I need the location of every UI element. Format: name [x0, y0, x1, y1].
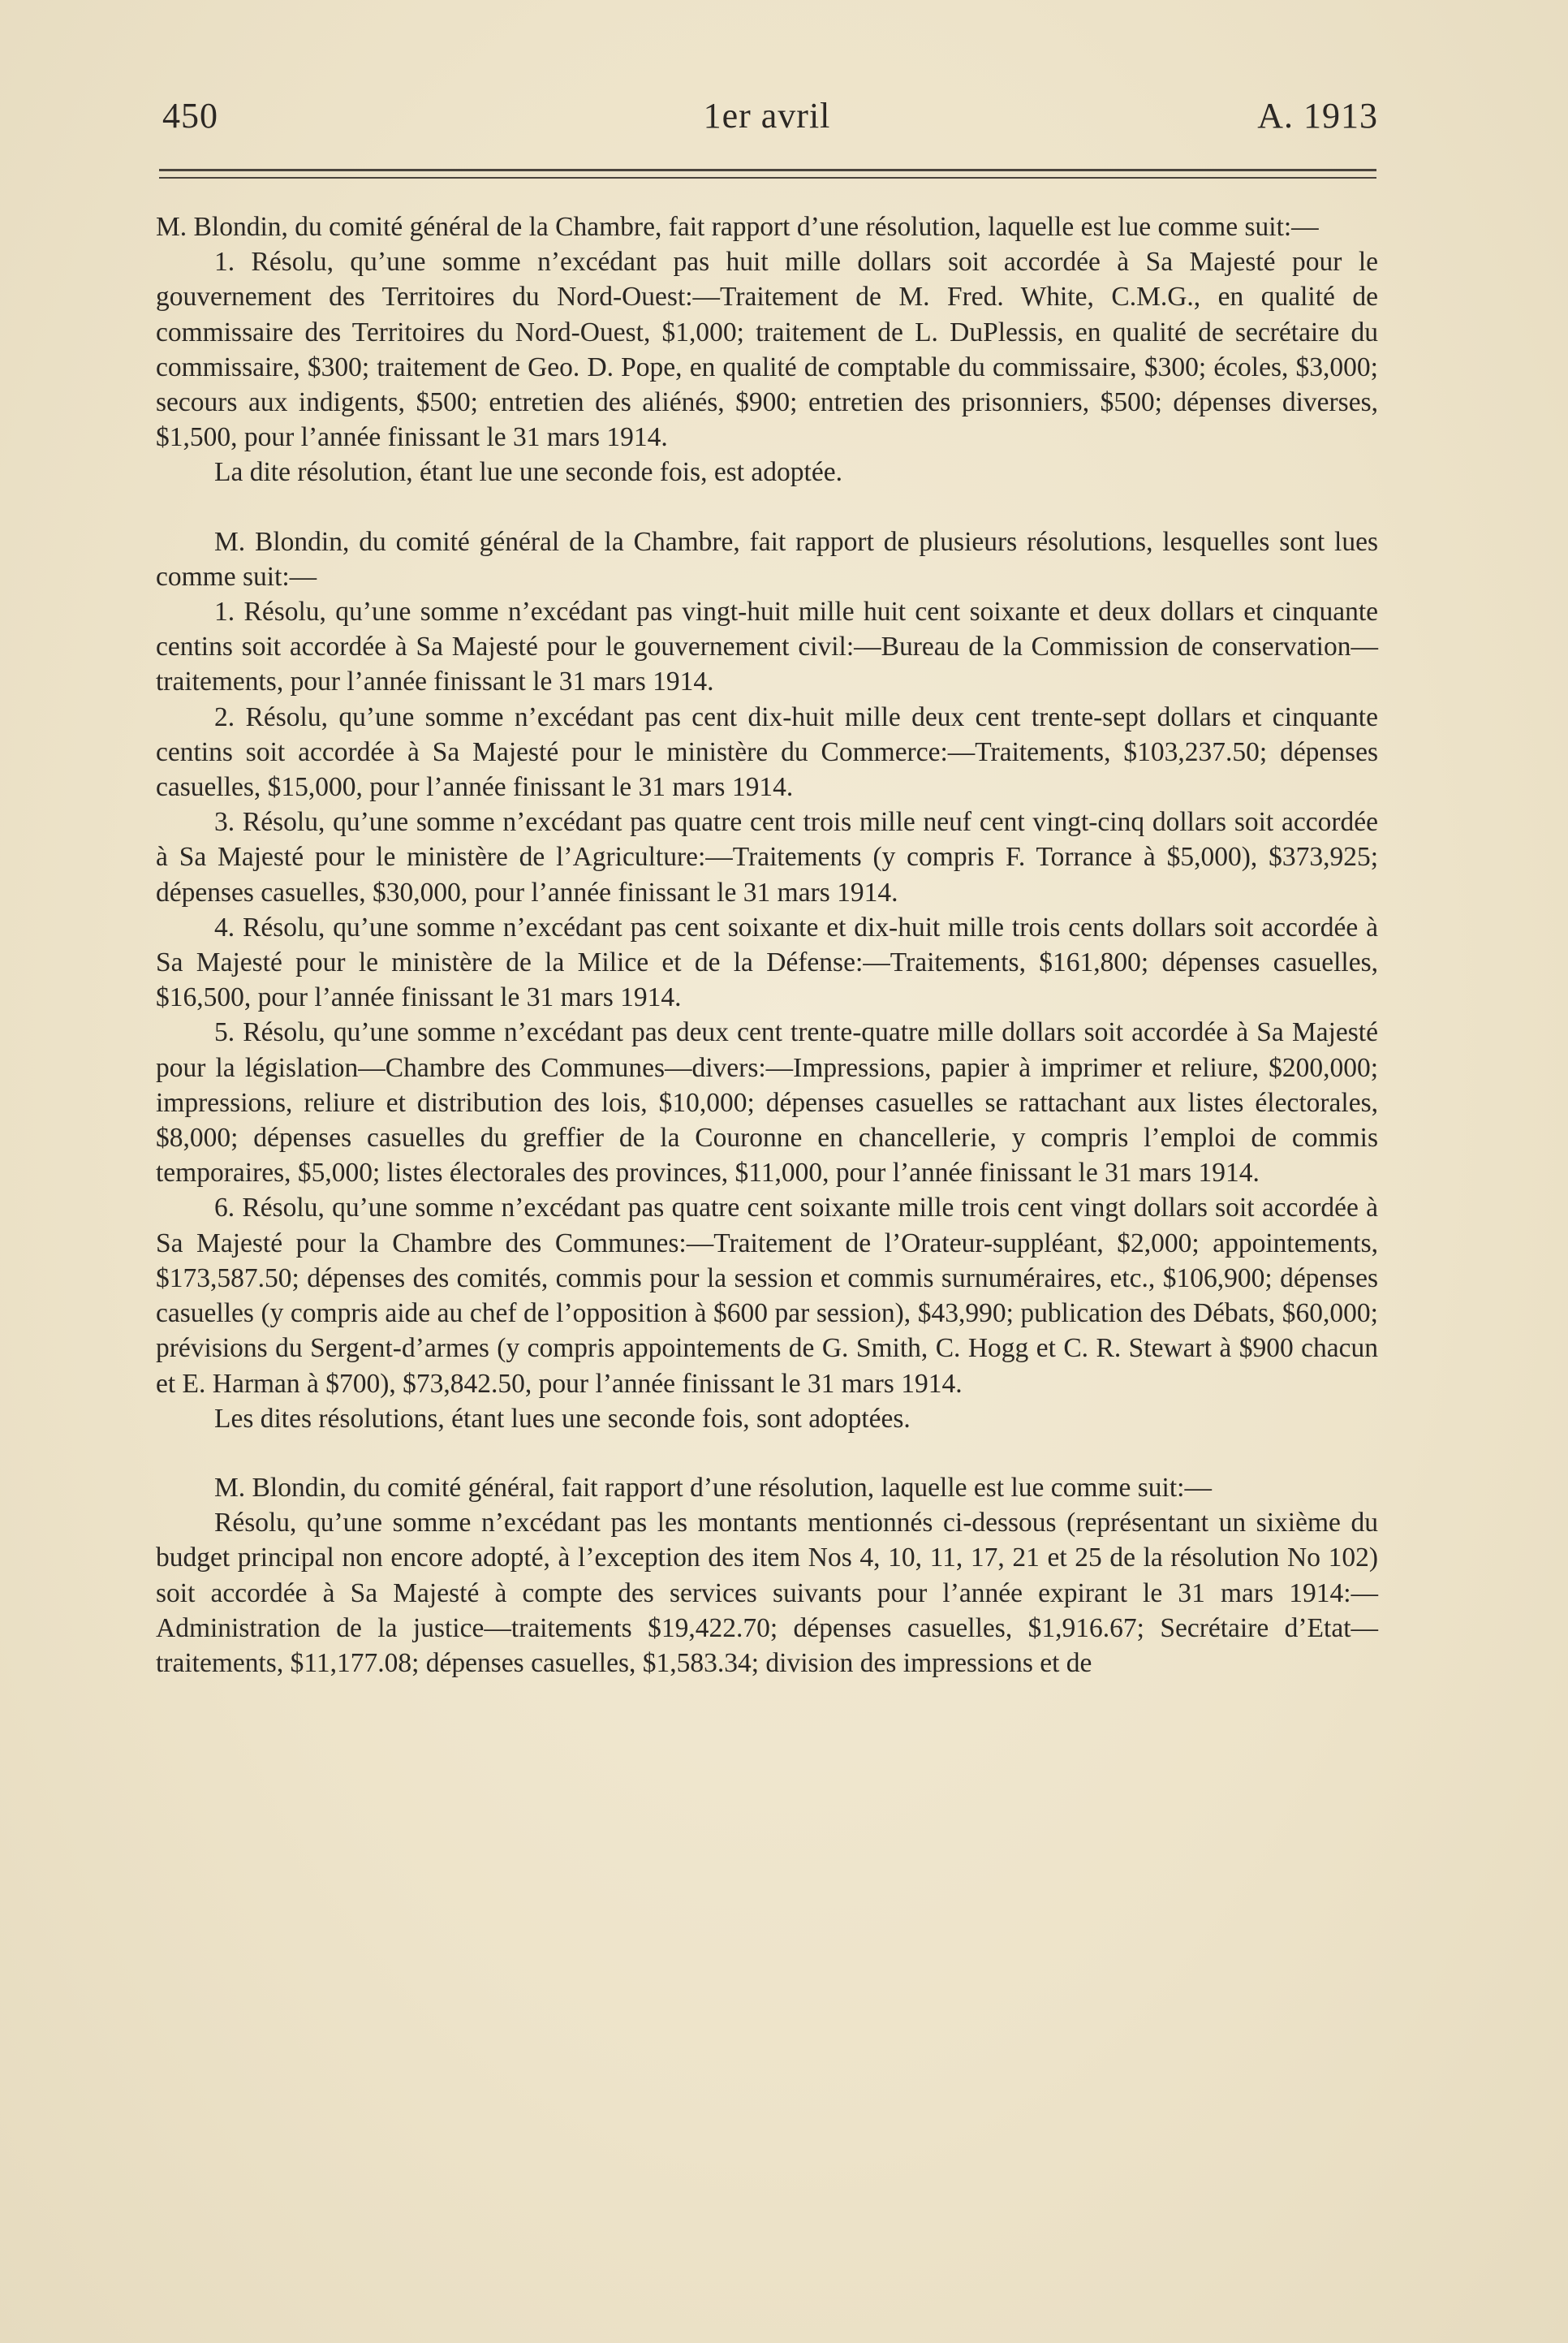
resolution-paragraph: Résolu, qu’une somme n’excédant pas les montants mentionnés ci-dessous (représentant un sixième du budget principal non encore adopté, à l’exception des item Nos 4, 10, 11, 17, 21 et 25 de la résolution No 102) soit accordée à Sa Majesté à compte des services suivants pour l’année expirant le 31 mars 1914:—Administration de la justice—traitements $19,422.70; dépenses casuelles, $1,916.67; Secrétaire d’Etat—traitements, $11,177.08; dépenses casuelles, $1,583.34; division des impressions et de [156, 1508, 1378, 1678]
body-text [156, 209, 1378, 1681]
report-intro: M. Blondin, du comité général de la Chambre, fait rapport de plusieurs résolutions, lesquelles sont lues comme suit:— [156, 526, 1378, 592]
report-intro: M. Blondin, du comité général, fait rapport d’une résolution, laquelle est lue comme suit:— [214, 1472, 1212, 1503]
section-gap [156, 1436, 1378, 1470]
page-number: 450 [162, 96, 218, 136]
running-date: 1er avril [703, 96, 831, 136]
adoption-paragraph: Les dites résolutions, étant lues une seconde fois, sont adoptées. [214, 1403, 911, 1434]
running-header [156, 88, 1378, 145]
header-rule-bottom [159, 177, 1376, 179]
resolution-paragraph: 6. Résolu, qu’une somme n’excédant pas quatre cent soixante mille trois cent vingt dollars soit accordée à Sa Majesté pour la Chambre des Communes:—Traitement de l’Orateur-suppléant, $2,000; appointements, $173,587.50; dépenses des comités, commis pour la session et commis surnuméraires, etc., $106,900; dépenses casuelles (y compris aide au chef de l’opposition à $600 par session), $43,990; publication des Débats, $60,000; prévisions du Sergent-d’armes (y compris appointements de G. Smith, C. Hogg et C. R. Stewart à $900 chacun et E. Harman à $700), $73,842.50, pour l’année finissant le 31 mars 1914. [156, 1193, 1378, 1399]
resolution-paragraph: 5. Résolu, qu’une somme n’excédant pas deux cent trente-quatre mille dollars soit accordée à Sa Majesté pour la législation—Chambre des Communes—divers:—Impressions, papier à imprimer et reliure, $200,000; impressions, reliure et distribution des lois, $10,000; dépenses casuelles se rattachant aux listes électorales, $8,000; dépenses casuelles du greffier de la Couronne en chancellerie, y compris l’emploi de commis temporaires, $5,000; listes électorales des provinces, $11,000, pour l’année finissant le 31 mars 1914. [156, 1017, 1378, 1189]
section-gap [156, 490, 1378, 524]
adoption-paragraph: La dite résolution, étant lue une seconde fois, est adoptée. [214, 457, 842, 488]
resolution-paragraph: 1. Résolu, qu’une somme n’excédant pas huit mille dollars soit accordée à Sa Majesté pour le gouvernement des Territoires du Nord-Ouest:—Traitement de M. Fred. White, C.M.G., en qualité de commissaire des Territoires du Nord-Ouest, $1,000; traitement de L. DuPlessis, en qualité de secrétaire du commissaire, $300; traitement de Geo. D. Pope, en qualité de comptable du commissaire, $300; écoles, $3,000; secours aux indigents, $500; entretien des aliénés, $900; entretien des prisonniers, $500; dépenses diverses, $1,500, pour l’année finissant le 31 mars 1914. [156, 247, 1378, 453]
resolution-paragraph: 1. Résolu, qu’une somme n’excédant pas vingt-huit mille huit cent soixante et deux dollars et cinquante centins soit accordée à Sa Majesté pour le gouvernement civil:—Bureau de la Commission de conservation—traitements, pour l’année finissant le 31 mars 1914. [156, 597, 1378, 697]
resolution-paragraph: 3. Résolu, qu’une somme n’excédant pas quatre cent trois mille neuf cent vingt-cinq dollars soit accordée à Sa Majesté pour le ministère de l’Agriculture:—Traitements (y compris F. Torrance à $5,000), $373,925; dépenses casuelles, $30,000, pour l’année finissant le 31 mars 1914. [156, 807, 1378, 908]
resolution-paragraph: 2. Résolu, qu’une somme n’excédant pas cent dix-huit mille deux cent trente-sept dollars et cinquante centins soit accordée à Sa Majesté pour le ministère du Commerce:—Traitements, $103,237.50; dépenses casuelles, $15,000, pour l’année finissant le 31 mars 1914. [156, 701, 1378, 803]
report-intro: M. Blondin, du comité général de la Chambre, fait rapport d’une résolution, laquelle est lue comme suit:— [156, 212, 1319, 242]
running-year: A. 1913 [1257, 96, 1378, 136]
resolution-paragraph: 4. Résolu, qu’une somme n’excédant pas cent soixante et dix-huit mille trois cents dollars soit accordée à Sa Majesté pour le ministère de la Milice et de la Défense:—Traitements, $161,800; dépenses casuelles, $16,500, pour l’année finissant le 31 mars 1914. [156, 912, 1378, 1013]
header-rule-top [159, 169, 1376, 171]
